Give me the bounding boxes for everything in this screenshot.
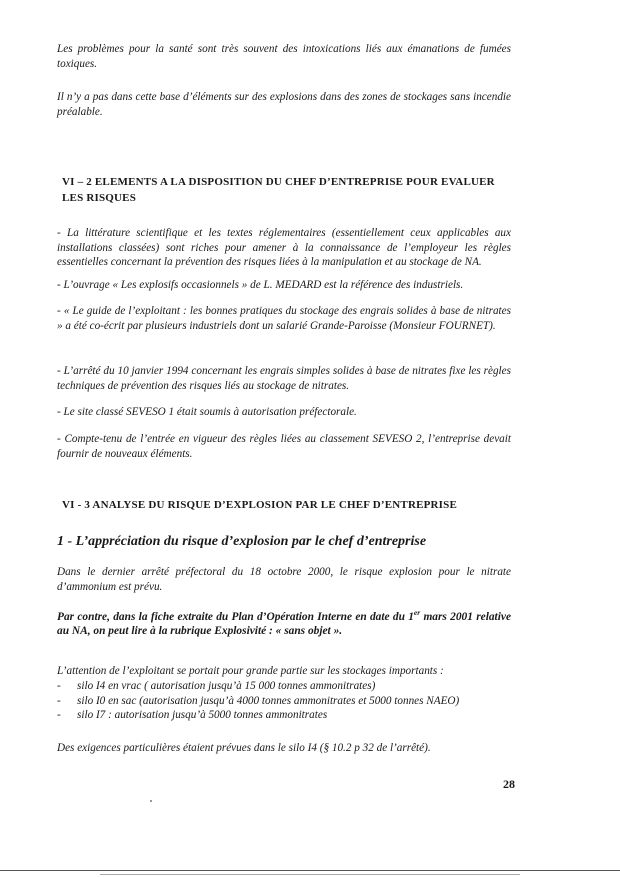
page-bottom-edge-shadow bbox=[100, 874, 520, 875]
vi3-paragraph-4: Des exigences particulières étaient prévues dans le silo I4 (§ 10.2 p 32 de l’arrêté). bbox=[57, 742, 431, 754]
subsection-heading: 1 - L’appréciation du risque d’explosion par le chef d’entreprise bbox=[57, 534, 427, 549]
intro-paragraph-1: Les problèmes pour la santé sont très souvent des intoxications liés aux émanations de fumées toxiques. bbox=[57, 43, 511, 70]
vi3-paragraph-2-start: Par contre, dans la fiche extraite du Plan d’Opération Interne en date du 1 bbox=[57, 610, 414, 623]
scan-speck bbox=[150, 800, 152, 802]
vi2-item-3: - « Le guide de l’exploitant : les bonnes pratiques du stockage des engrais solides à base de nitrates » a été co-écrit par plusieurs industriels dont un salarié Grande-Paroisse (Monsieur FOURNET). bbox=[57, 305, 511, 332]
intro-paragraph-2: Il n’y a pas dans cette base d’éléments sur des explosions dans des zones de stockages sans incendie préalable. bbox=[57, 91, 511, 118]
vi3-paragraph-2 bbox=[57, 606, 511, 639]
vi3-paragraph-1: Dans le dernier arrêté préfectoral du 18 octobre 2000, le risque explosion pour le nitrate d’ammonium est prévu. bbox=[57, 566, 511, 593]
vi2-item-2: - L’ouvrage « Les explosifs occasionnels » de L. MEDARD est la référence des industriels. bbox=[57, 279, 464, 291]
section-heading-vi-2: VI – 2 ELEMENTS A LA DISPOSITION DU CHEF D’ENTREPRISE POUR EVALUER LES RISQUES bbox=[62, 176, 495, 204]
vi2-item-1: - La littérature scientifique et les textes réglementaires (essentiellement ceux applicables aux installations classées) sont riches pour amener à la connaissance de l’employeur les règles essentielles concernant la prévention des risques liées à la manipulation et au stockage de NA. bbox=[57, 227, 511, 269]
vi3-paragraph-2-superscript: er bbox=[413, 608, 421, 617]
vi3-paragraph-2-end: mars 2001 relative au NA, on peut lire à la rubrique Explosivité : « sans objet ». bbox=[57, 610, 512, 638]
page-number: 28 bbox=[503, 777, 515, 791]
vi2-item-4: - L’arrêté du 10 janvier 1994 concernant les engrais simples solides à base de nitrates fixe les règles techniques de prévention des risques liés au stockage de nitrates. bbox=[57, 365, 511, 392]
section-heading-vi-3: VI - 3 ANALYSE DU RISQUE D’EXPLOSION PAR LE CHEF D’ENTREPRISE bbox=[62, 499, 458, 511]
vi3-paragraph-3: L’attention de l’exploitant se portait pour grande partie sur les stockages importants : bbox=[57, 665, 444, 677]
list-item: - silo I7 : autorisation jusqu’à 5000 tonnes ammonitrates bbox=[57, 708, 511, 723]
list-item: - silo I0 en sac (autorisation jusqu’à 4000 tonnes ammonitrates et 5000 tonnes NAEO) bbox=[57, 694, 511, 709]
storage-list bbox=[57, 679, 511, 723]
vi2-item-6: - Compte-tenu de l’entrée en vigueur des règles liées au classement SEVESO 2, l’entreprise devait fournir de nouveaux éléments. bbox=[57, 433, 511, 460]
list-item: - silo I4 en vrac ( autorisation jusqu’à 15 000 tonnes ammonitrates) bbox=[57, 679, 511, 694]
page-bottom-edge bbox=[0, 870, 620, 871]
vi2-item-5: - Le site classé SEVESO 1 était soumis à autorisation préfectorale. bbox=[57, 406, 357, 418]
